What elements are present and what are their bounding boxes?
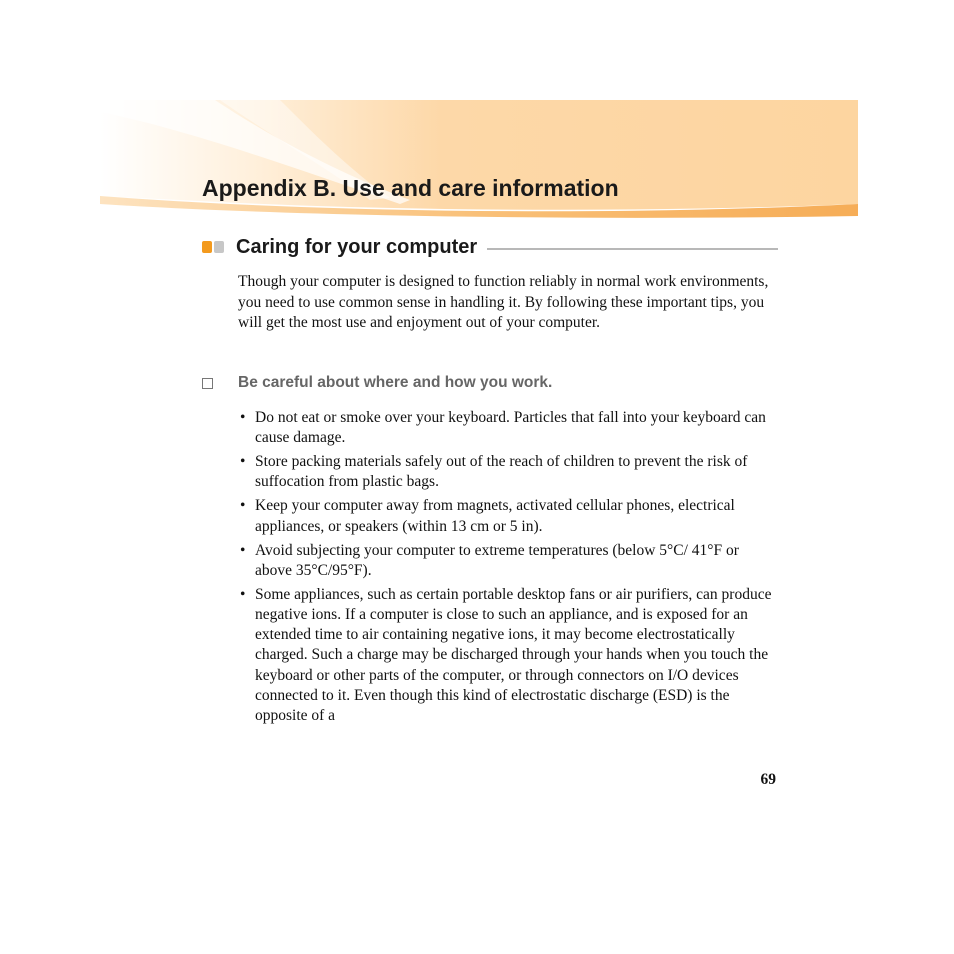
subheading-text: Be careful about where and how you work. (238, 374, 553, 391)
gray-square-icon (214, 241, 224, 253)
section-rule (487, 248, 778, 250)
list-item: • Keep your computer away from magnets, activated cellular phones, electrical appliances, or speakers (within 13 cm or 5 in). (238, 496, 778, 536)
subheading (202, 374, 778, 392)
tips-list (238, 408, 778, 730)
square-bullet-icon (202, 378, 213, 389)
section-title: Caring for your computer (236, 235, 478, 258)
list-item: • Some appliances, such as certain portable desktop fans or air purifiers, can produce negative ions. If a computer is close to such an appliance, and is exposed for an extended time to air containing negative ions, it may become electrostatically charged. Such a charge may be discharged through your hands when you touch the keyboard or other parts of the computer, or through connectors on I/O devices connected to it. Even though this kind of electrostatic discharge (ESD) is the opposite of a (238, 585, 778, 726)
orange-square-icon (202, 241, 212, 253)
list-item: • Do not eat or smoke over your keyboard. Particles that fall into your keyboard can cause damage. (238, 408, 778, 448)
section-heading (202, 233, 778, 261)
list-item: • Store packing materials safely out of the reach of children to prevent the risk of suffocation from plastic bags. (238, 452, 778, 492)
chapter-title: Appendix B. Use and care information (202, 175, 619, 201)
list-item: • Avoid subjecting your computer to extreme temperatures (below 5°C/ 41°F or above 35°C/95°F). (238, 541, 778, 581)
page-number: 69 (760, 771, 776, 788)
intro-paragraph: Though your computer is designed to function reliably in normal work environments, you need to use common sense in handling it. By following these important tips, you will get the most use and enjoyment out of your computer. (238, 273, 769, 331)
